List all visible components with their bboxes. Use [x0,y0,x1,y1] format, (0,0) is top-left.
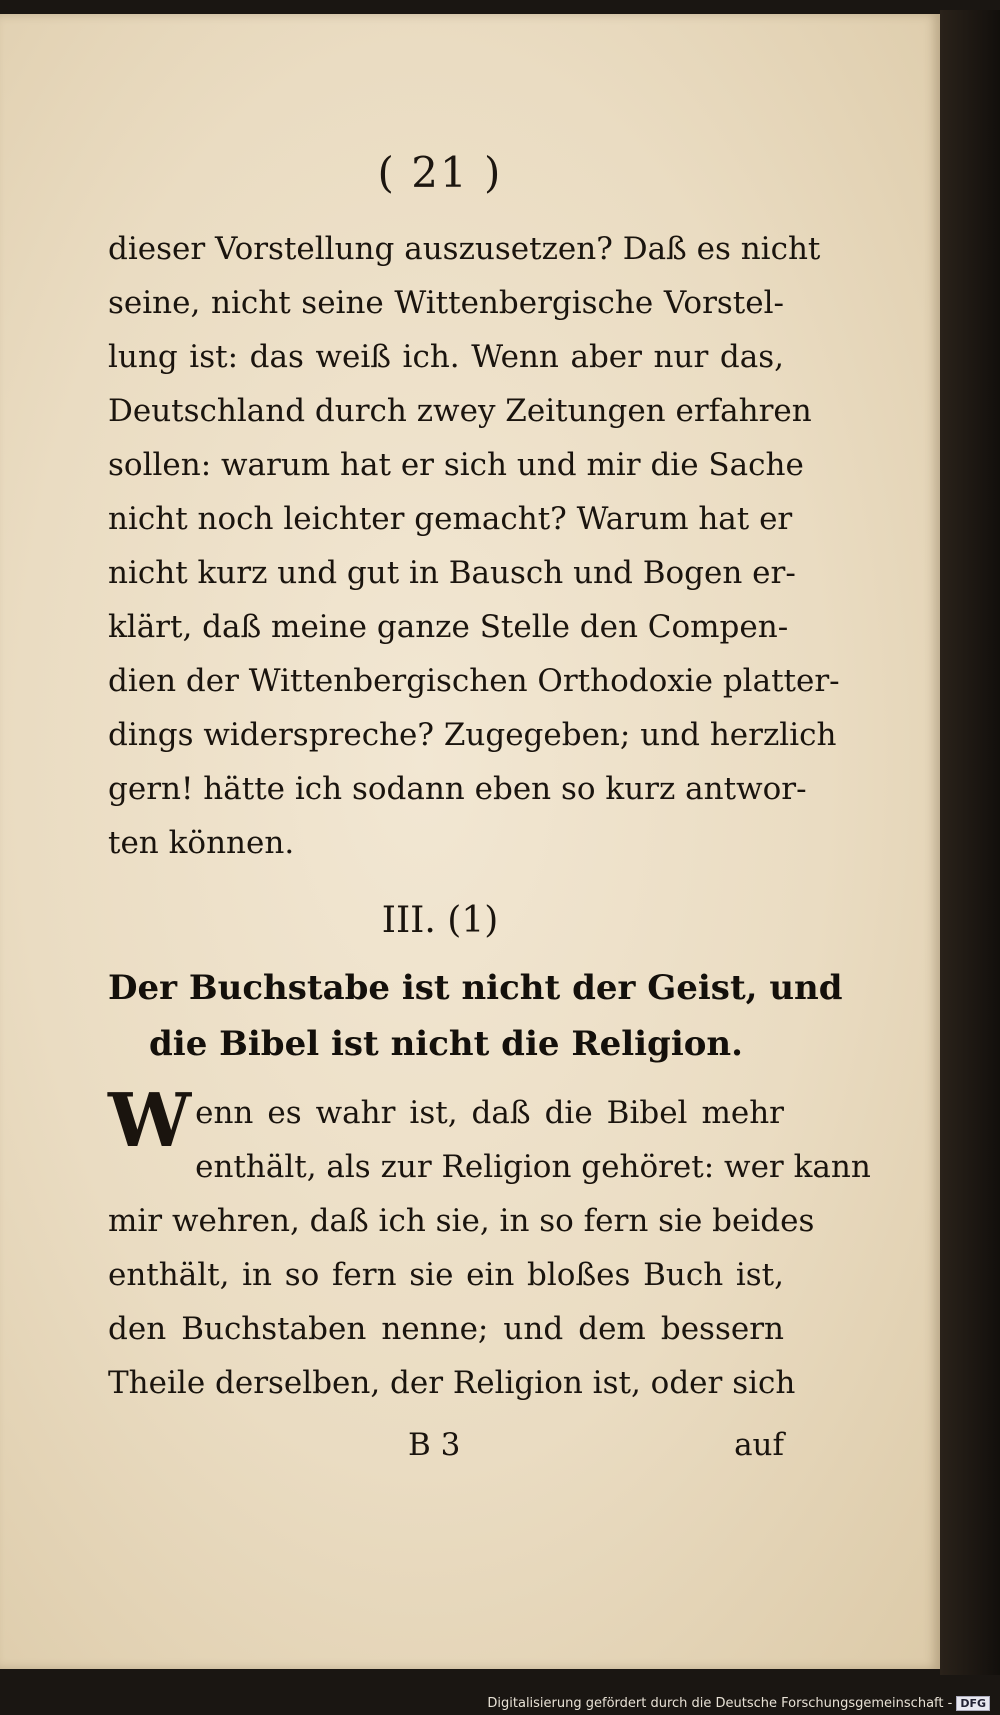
text-line: enthält, in so fern sie ein bloßes Buch ist, [108,1257,784,1293]
heading-line-2: die Bibel ist nicht die Religion. [149,1024,743,1064]
drop-cap: W [108,1078,192,1164]
text-line: Deutschland durch zwey Zeitungen erfahren [108,393,812,429]
text-line: den Buchstaben nenne; und dem bessern [108,1311,784,1347]
section-heading [108,960,843,1072]
dfg-logo: DFG [956,1696,990,1711]
text-line: nicht noch leichter gemacht? Warum hat er [108,501,793,537]
book-edge [940,10,1000,1675]
credit-text: Digitalisierung gefördert durch die Deutsche Forschungsgemeinschaft - [487,1696,953,1711]
page-footer [108,1418,784,1472]
text-line: gern! hätte ich sodann eben so kurz antwor- [108,771,807,807]
text-line: dings widerspreche? Zugegeben; und herzlich [108,717,837,753]
text-line: nicht kurz und gut in Bausch und Bogen er- [108,555,796,591]
text-line: lung ist: das weiß ich. Wenn aber nur das, [108,339,784,375]
text-line: Theile derselben, der Religion ist, oder sich [108,1365,796,1401]
text-line: enn es wahr ist, daß die Bibel mehr [195,1095,784,1131]
text-line: dien der Wittenbergischen Orthodoxie platter- [108,663,840,699]
text-line: enthält, als zur Religion gehöret: wer kann [195,1149,871,1185]
digitization-credit [487,1696,990,1711]
heading-line-1: Der Buchstabe ist nicht der Geist, und [108,968,843,1008]
page-number: ( 21 ) [377,148,503,197]
text-line: klärt, daß meine ganze Stelle den Compen- [108,609,789,645]
text-line: mir wehren, daß ich sie, in so fern sie beides [108,1203,815,1239]
text-line: ten können. [108,825,295,861]
section-number: III. (1) [381,900,499,941]
text-line: sollen: warum hat er sich und mir die Sache [108,447,804,483]
text-line: dieser Vorstellung auszusetzen? Daß es nicht [108,231,821,267]
catchword: auf [734,1427,784,1463]
paragraph-2 [108,1078,871,1410]
text-line: seine, nicht seine Wittenbergische Vorstel- [108,285,784,321]
signature-mark: B 3 [408,1427,461,1463]
paragraph-1 [108,222,840,870]
